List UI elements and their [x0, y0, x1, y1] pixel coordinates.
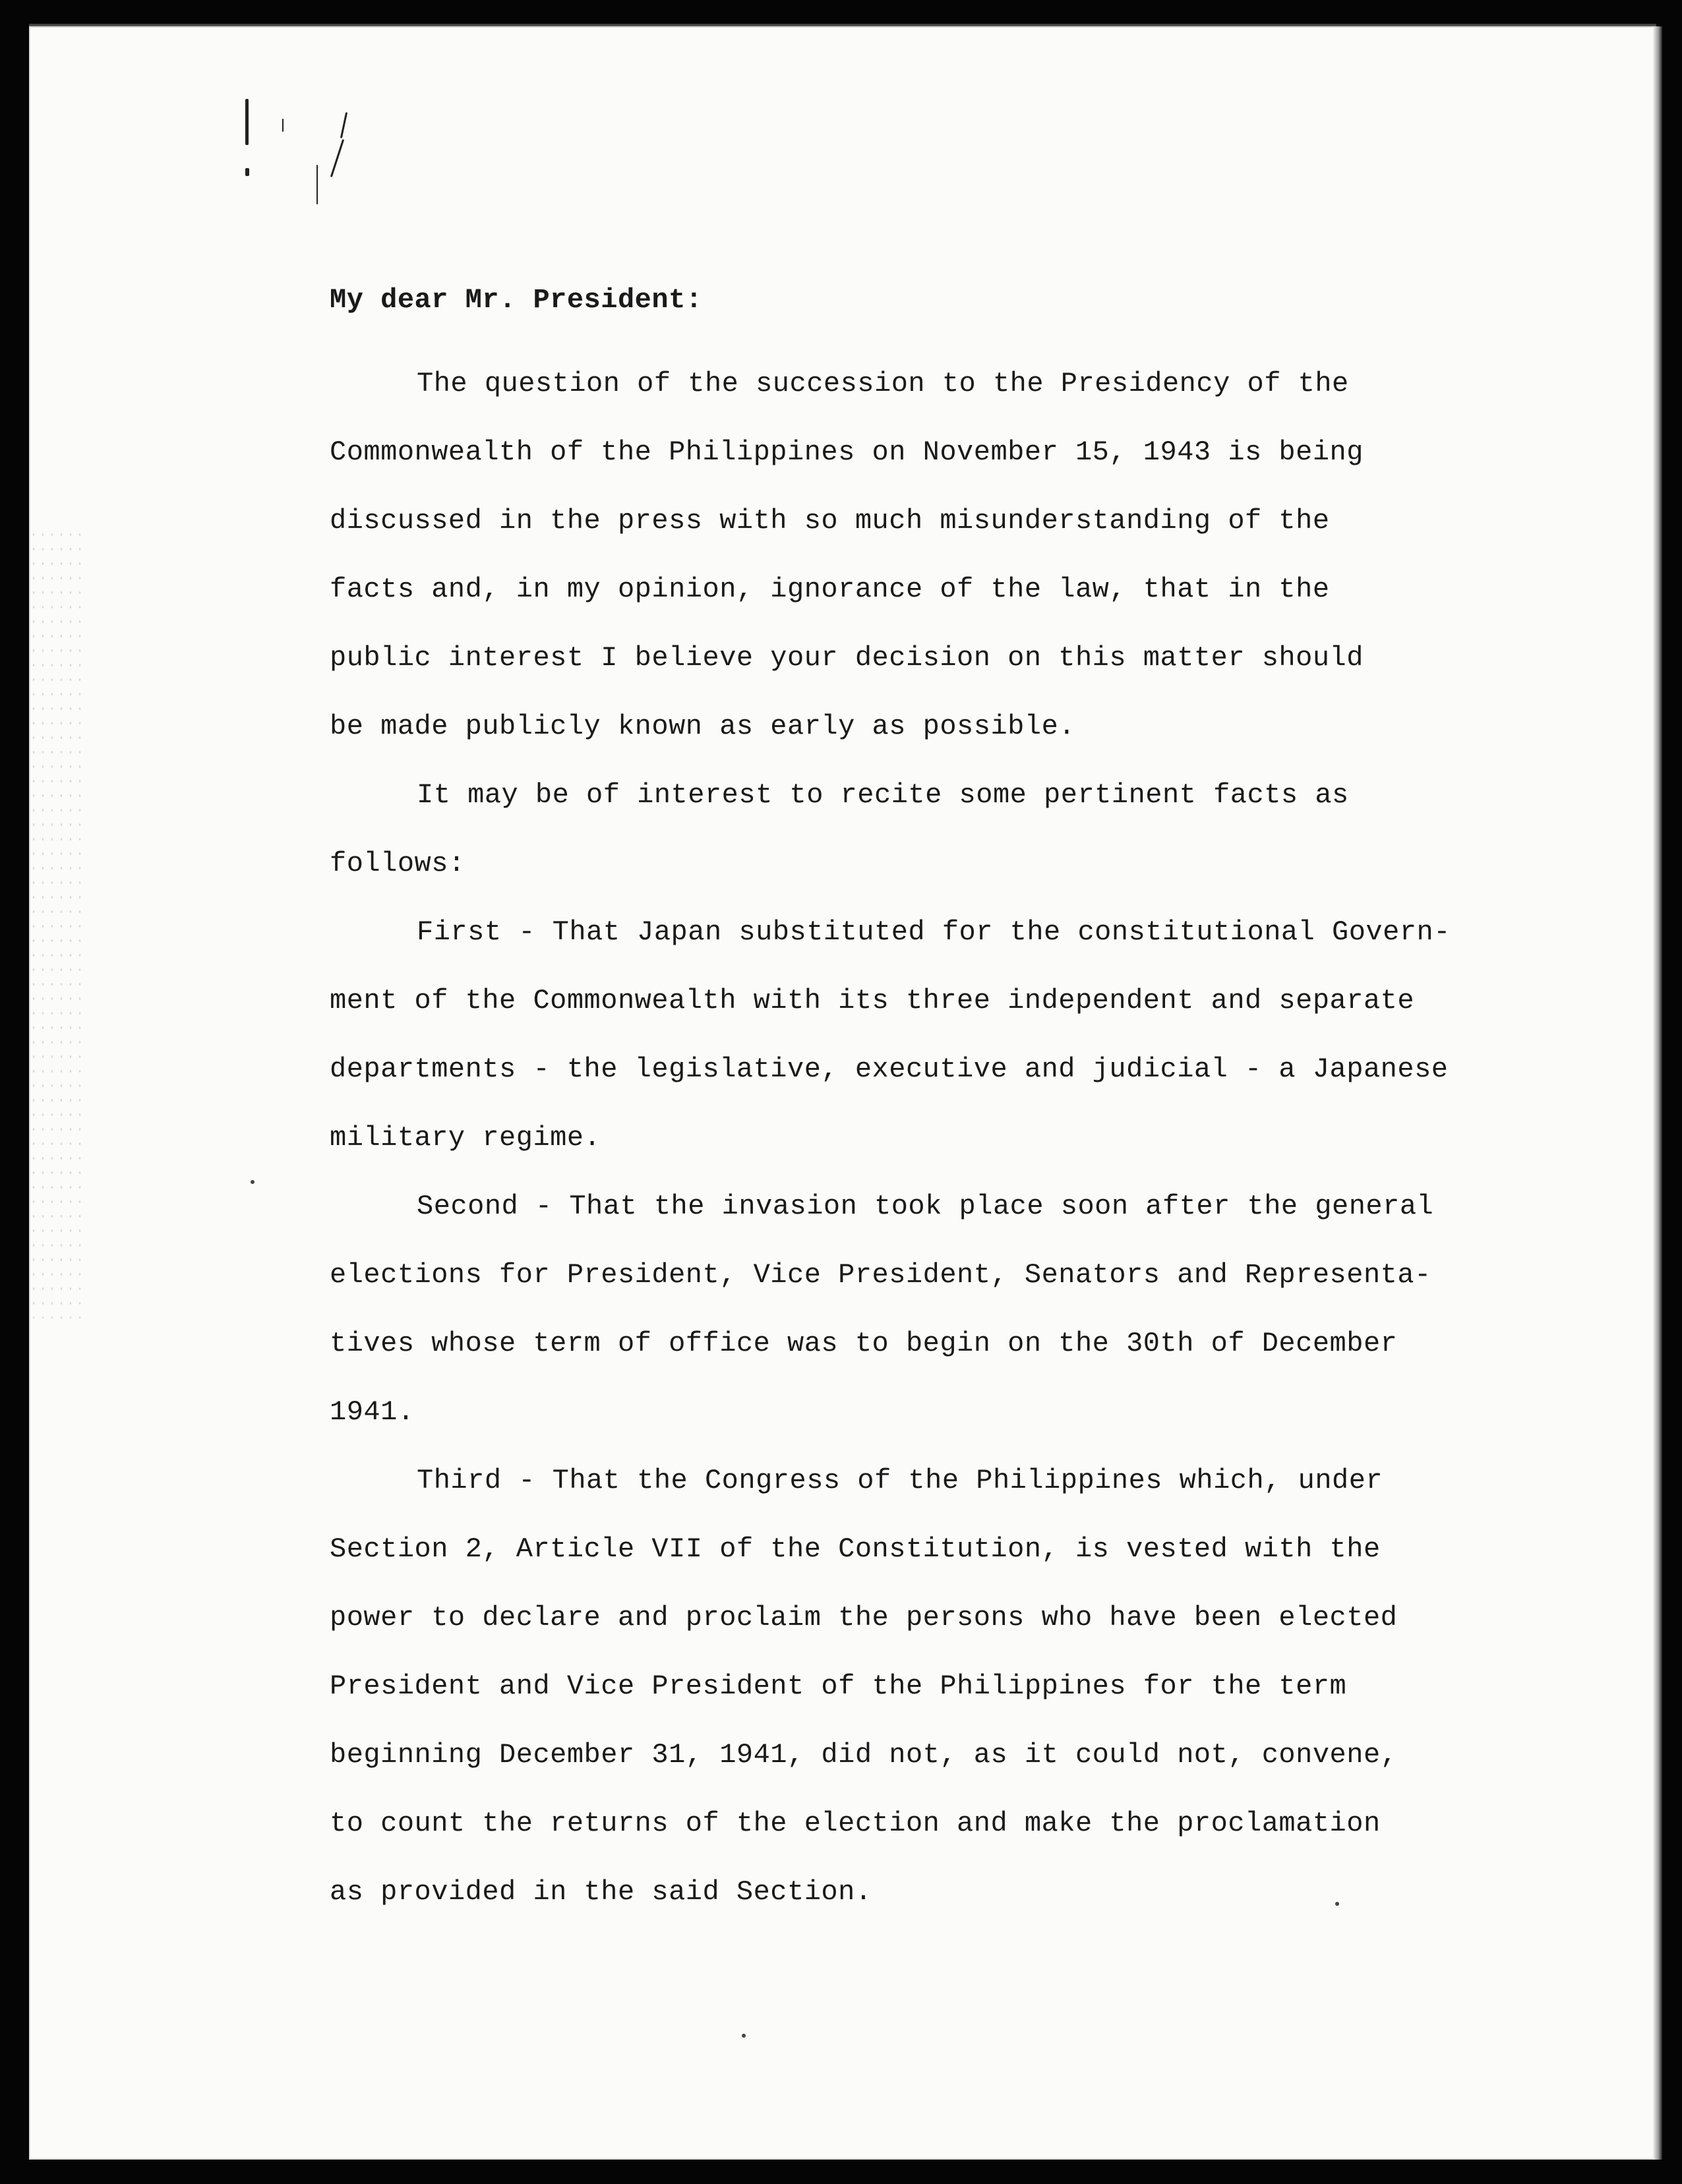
text-line: 1941.: [330, 1396, 415, 1428]
paragraph-1: [330, 349, 1464, 761]
text-line: tives whose term of office was to begin on the 30th of December: [330, 1328, 1398, 1359]
paper-specks: [29, 527, 82, 1318]
text-line: ment of the Commonwealth with its three independent and separate: [330, 985, 1415, 1017]
text-line: The question of the succession to the Presidency of the: [417, 368, 1349, 399]
paper-right-edge: [1653, 26, 1662, 2160]
text-line: follows:: [330, 848, 466, 879]
paragraphs: [330, 349, 1464, 1926]
text-line: discussed in the press with so much misunderstanding of the: [330, 505, 1330, 537]
text-line: be made publicly known as early as possible.: [330, 711, 1075, 742]
text-line: Second - That the invasion took place soon after the general: [417, 1191, 1434, 1222]
text-line: facts and, in my opinion, ignorance of the law, that in the: [330, 574, 1330, 605]
text-line: beginning December 31, 1941, did not, as it could not, convene,: [330, 1739, 1398, 1771]
text-line: as provided in the said Section.: [330, 1876, 872, 1908]
stray-pencil-marks: [237, 92, 435, 264]
paragraph-3: [330, 898, 1464, 1172]
text-line: departments - the legislative, executive and judicial - a Japanese: [330, 1053, 1449, 1085]
text-line: Commonwealth of the Philippines on November 15, 1943 is being: [330, 436, 1364, 468]
letter-body: [330, 277, 1464, 1926]
text-line: to count the returns of the election and make the proclamation: [330, 1808, 1381, 1839]
text-line: power to declare and proclaim the persons who have been elected: [330, 1602, 1398, 1634]
text-line: Section 2, Article VII of the Constitution, is vested with the: [330, 1533, 1381, 1565]
text-line: public interest I believe your decision on this matter should: [330, 642, 1364, 674]
text-line: military regime.: [330, 1122, 601, 1154]
text-line: elections for President, Vice President, Senators and Representa-: [330, 1259, 1431, 1291]
paper-speck: [742, 2034, 746, 2038]
text-line: Third - That the Congress of the Philippines which, under: [417, 1465, 1383, 1496]
text-line: It may be of interest to recite some pertinent facts as: [417, 779, 1349, 811]
paper-speck: [251, 1180, 255, 1184]
salutation: My dear Mr. President:: [330, 284, 703, 316]
text-line: President and Vice President of the Philippines for the term: [330, 1670, 1347, 1702]
paragraph-2: [330, 761, 1464, 898]
text-line: First - That Japan substituted for the constitutional Govern-: [417, 916, 1451, 948]
paragraph-5: [330, 1446, 1464, 1926]
paragraph-4: [330, 1172, 1464, 1446]
